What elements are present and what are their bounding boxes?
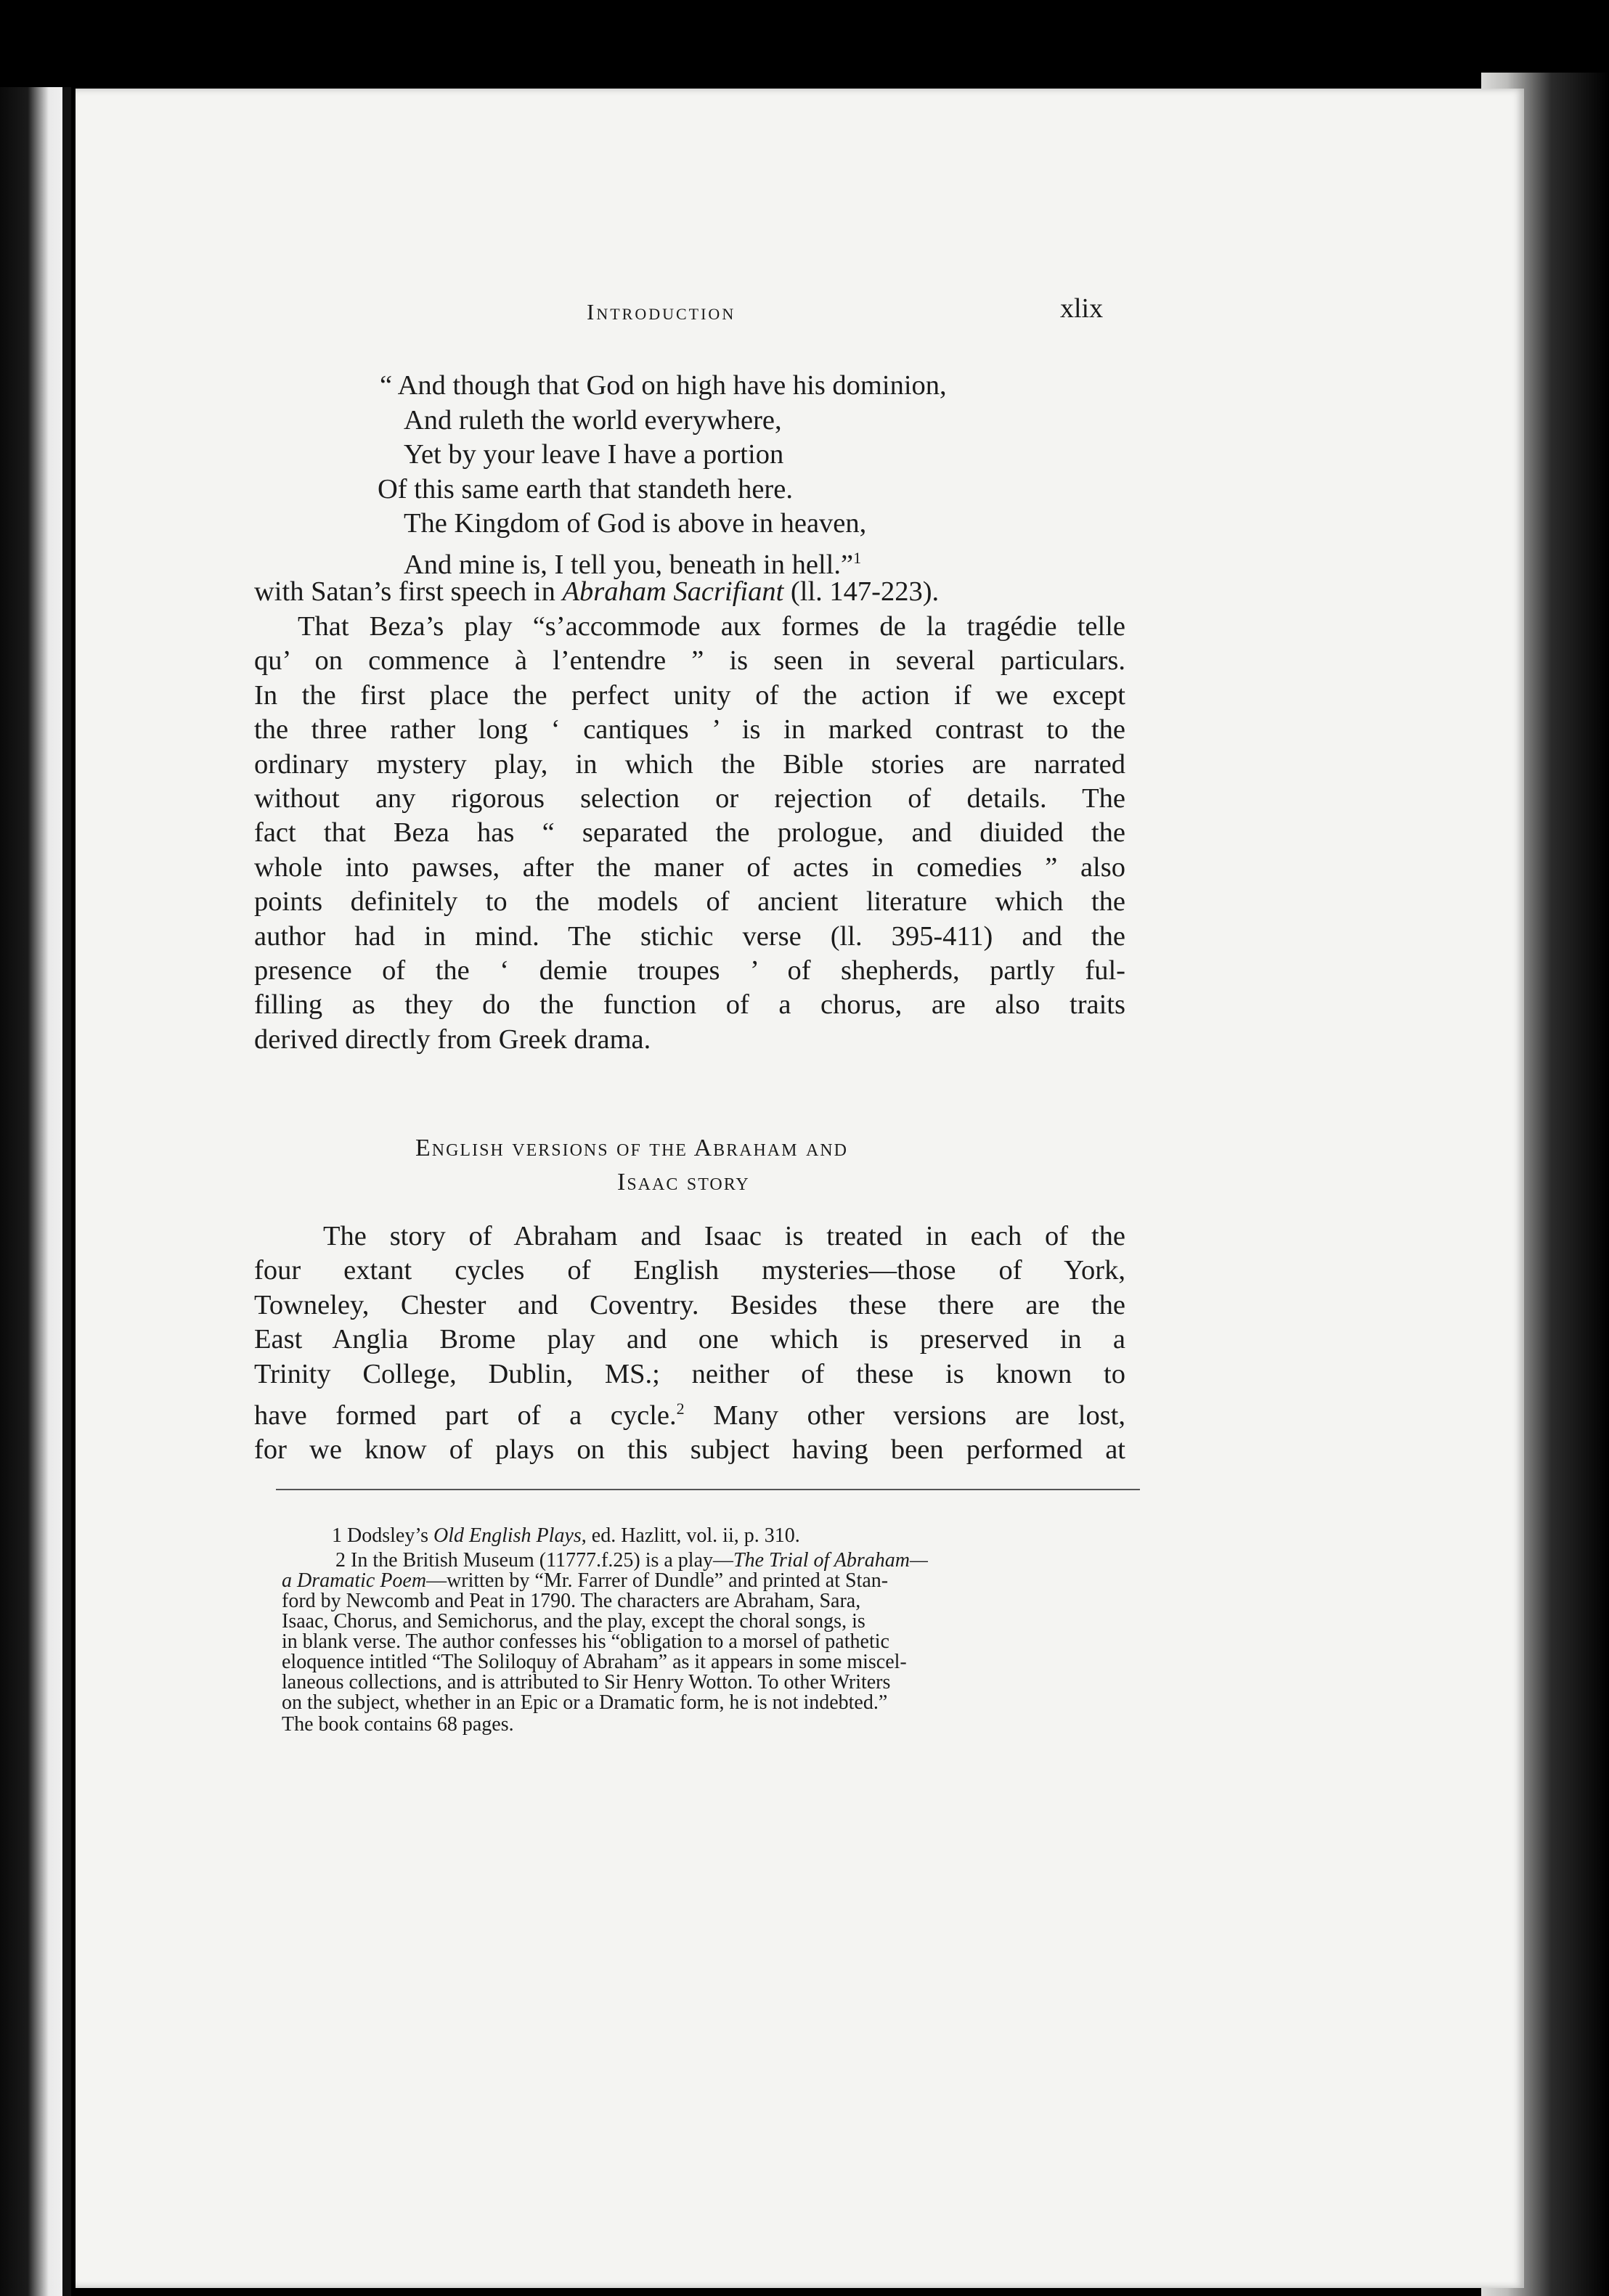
footnote-2-line: Isaac, Chorus, and Semichorus, and the play, except the choral songs, is bbox=[282, 1610, 865, 1633]
paragraph-abraham-isaac bbox=[254, 1220, 1125, 1468]
text-line: Towneley, Chester and Coventry. Besides these there are the bbox=[254, 1289, 1125, 1320]
text-line: presence of the ‘ demie troupes ’ of shepherds, partly ful- bbox=[254, 955, 1125, 986]
running-header-title: Introduction bbox=[587, 299, 736, 324]
poem-line: And mine is, I tell you, beneath in hell.”$^1$ bbox=[404, 549, 862, 580]
poem-line: Of this same earth that standeth here. bbox=[378, 474, 793, 504]
text-line: the three rather long ‘ cantiques ’ is in marked contrast to the bbox=[254, 714, 1125, 745]
footnote-2-line: The book contains 68 pages. bbox=[282, 1713, 514, 1736]
text-line: The story of Abraham and Isaac is treated in each of the bbox=[323, 1221, 1125, 1251]
text-line: points definitely to the models of ancient literature which the bbox=[254, 886, 1125, 918]
section-heading: English versions of the Abraham and bbox=[415, 1135, 848, 1161]
footnote-marker: 2 bbox=[676, 1400, 685, 1418]
poem-line: And ruleth the world everywhere, bbox=[404, 405, 782, 436]
poem-line: “ And though that God on high have his dominion, bbox=[380, 370, 947, 401]
footnote-2-line: on the subject, whether in an Epic or a Dramatic form, he is not indebted.” bbox=[282, 1691, 888, 1714]
page-number: xlix bbox=[1060, 293, 1104, 324]
text-line: four extant cycles of English mysteries—those of York, bbox=[254, 1255, 1125, 1286]
paragraph-beza-play bbox=[254, 610, 1125, 1057]
previous-page-edge bbox=[0, 87, 70, 2296]
text-line: In the first place the perfect unity of the action if we except bbox=[254, 679, 1125, 711]
footnote-1: 1 Dodsley’s Old English Plays, ed. Hazlitt, vol. ii, p. 310. bbox=[332, 1524, 800, 1547]
footnote-2-line: ford by Newcomb and Peat in 1790. The characters are Abraham, Sara, bbox=[282, 1590, 861, 1612]
text-line: East Anglia Brome play and one which is preserved in a bbox=[254, 1324, 1125, 1355]
footnote-marker: 1 bbox=[853, 549, 862, 567]
text-line: filling as they do the function of a chorus, are also traits bbox=[254, 989, 1125, 1021]
text-line: ordinary mystery play, in which the Bible stories are narrated bbox=[254, 748, 1125, 780]
text-line: for we know of plays on this subject having been performed at bbox=[254, 1434, 1125, 1466]
footnote-2-line: in blank verse. The author confesses his “obligation to a morsel of pathetic bbox=[282, 1630, 889, 1653]
text-line: without any rigorous selection or rejection of details. The bbox=[254, 783, 1125, 814]
text-line: author had in mind. The stichic verse (ll. 395-411) and the bbox=[254, 920, 1125, 952]
text-line: derived directly from Greek drama. bbox=[254, 1024, 651, 1055]
text-line: qu’ on commence à l’entendre ” is seen in several particulars. bbox=[254, 645, 1125, 677]
book-page bbox=[76, 89, 1524, 2288]
footnote-2-line: a Dramatic Poem—written by “Mr. Farrer of Dundle” and printed at Stan- bbox=[282, 1569, 889, 1592]
text-line: That Beza’s play “s’accommode aux formes de la tragédie telle bbox=[298, 611, 1125, 642]
text-line: Trinity College, Dublin, MS.; neither of these is known to bbox=[254, 1358, 1125, 1389]
paragraph-satan-speech: with Satan’s first speech in Abraham Sacrifiant (ll. 147-223). bbox=[254, 576, 940, 607]
poem-line: Yet by your leave I have a portion bbox=[404, 439, 784, 470]
poem-line: The Kingdom of God is above in heaven, bbox=[404, 508, 867, 539]
work-title: Abraham Sacrifiant bbox=[562, 576, 784, 607]
footnote-2-line: 2 In the British Museum (11777.f.25) is a play—The Trial of Abraham— bbox=[335, 1549, 928, 1572]
text-line: have formed part of a cycle.$^2$ Many other versions are lost, bbox=[254, 1400, 1126, 1431]
footnote-rule bbox=[276, 1489, 1140, 1490]
text-line: whole into pawses, after the maner of actes in comedies ” also bbox=[254, 851, 1125, 883]
section-heading-continued: Isaac story bbox=[617, 1169, 750, 1196]
footnote-2-line: eloquence intitled “The Soliloquy of Abraham” as it appears in some miscel- bbox=[282, 1651, 907, 1673]
text-line: fact that Beza has “ separated the prologue, and diuided the bbox=[254, 817, 1125, 849]
footnote-2-line: laneous collections, and is attributed to Sir Henry Wotton. To other Writers bbox=[282, 1671, 891, 1694]
